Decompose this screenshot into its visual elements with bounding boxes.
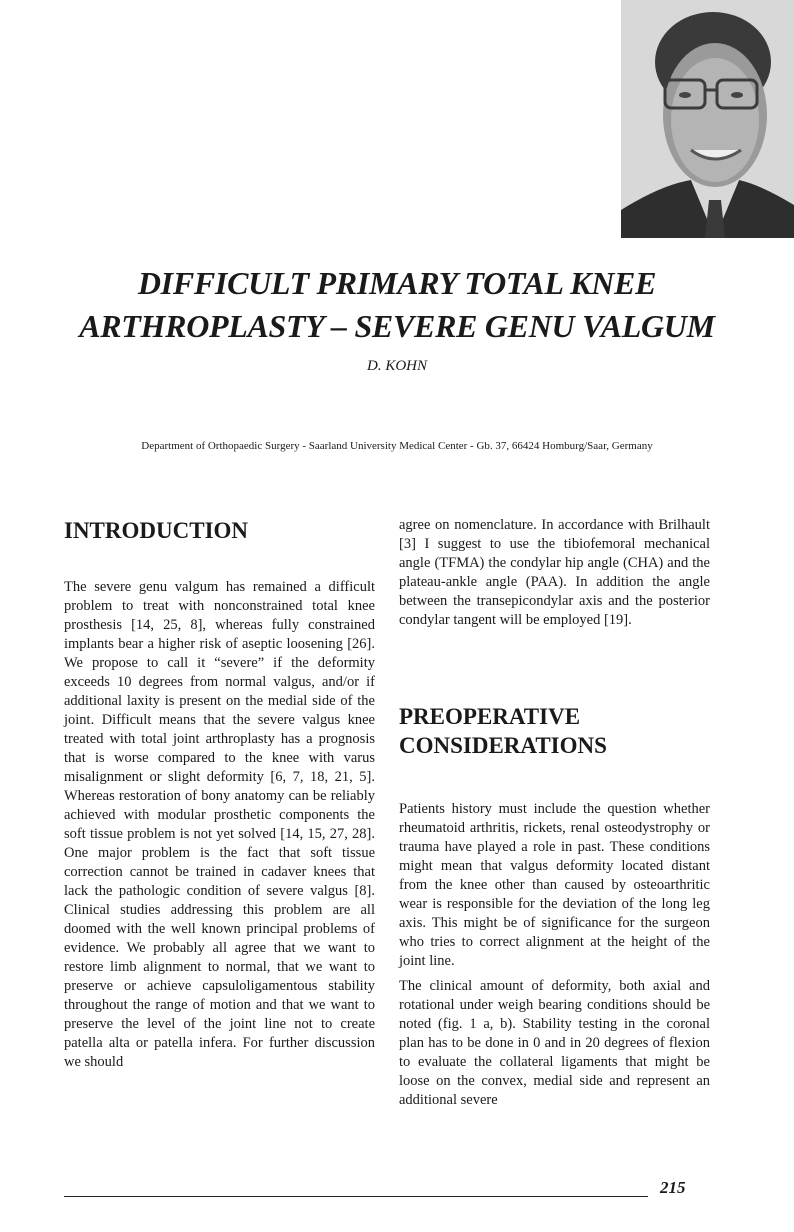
preoperative-para-2: The clinical amount of deformity, both axial and rotational under weigh bearing conditions should be noted (fig. 1 a, b). Stability testing in the coronal plan has to be done in 0 and in 20 degrees of flexion to evaluate the collateral ligaments that might be loose on the convex, medial side and represent an additional severe — [399, 978, 710, 1108]
page-number: 215 — [660, 1178, 686, 1197]
introduction-body: The severe genu valgum has remained a difficult problem to treat with nonconstrained total knee prosthesis [14, 25, 8], whereas fully constrained implants bear a higher risk of aseptic loosening [26]. We propose to call it “severe” if the deformity exceeds 10 degrees from normal valgus, and/or if additional laxity is present on the medial side of the joint. Difficult means that the severe valgus knee treated with total joint arthroplasty has a prognosis that is worse compared to the knee with varus misalignment or slight deformity [6, 7, 18, 21, 5]. Whereas restoration of bony anatomy can be reliably achieved with modular prosthetic components the soft tissue problem is not yet solved [14, 15, 27, 28]. One major problem is the fact that soft tissue correction cannot be trained in cadaver knees that lack the pathologic condition of severe valgus [8]. Clinical studies addressing this problem are all doomed with the well known principal problems of evidence. We probably all agree that we want to restore limb alignment to normal, that we want to preserve or achieve capsuloligamentous stability throughout the range of motion and that we want to preserve the level of the joint line not to create patella alta or patella infera. For further discussion we should — [64, 579, 375, 1070]
author-name: D. KOHN — [366, 358, 427, 374]
preoperative-heading-line-2: CONSIDERATIONS — [399, 733, 607, 758]
preoperative-heading — [399, 702, 607, 760]
preoperative-para-1: Patients history must include the question whether rheumatoid arthritis, rickets, renal osteodystrophy or trauma have played a role in past. These conditions might mean that valgus deformity located distant from the knee other than caused by osteoarthritic wear is responsible for the deviation of the long leg axis. This might be of significance for the surgeon who tries to correct alignment at the height of the joint line. — [399, 801, 710, 969]
footer-rule — [64, 1196, 648, 1197]
affiliation: Department of Orthopaedic Surgery - Saarland University Medical Center - Gb. 37, 66424 Homburg/Saar, Germany — [141, 440, 653, 452]
introduction-continued: agree on nomenclature. In accordance with Brilhault [3] I suggest to use the tibiofemoral mechanical angle (TFMA) the condylar hip angle (CHA) and the plateau-ankle angle (PAA). In addition the angle between the transepicondylar axis and the posterior condylar tangent will be employed [19]. — [399, 517, 710, 628]
article-title — [0, 262, 794, 348]
title-line-2: ARTHROPLASTY – SEVERE GENU VALGUM — [79, 308, 715, 344]
title-line-1: DIFFICULT PRIMARY TOTAL KNEE — [137, 265, 657, 301]
preoperative-heading-line-1: PREOPERATIVE — [399, 704, 581, 729]
author-portrait — [621, 0, 794, 238]
introduction-heading: INTRODUCTION — [64, 518, 249, 543]
